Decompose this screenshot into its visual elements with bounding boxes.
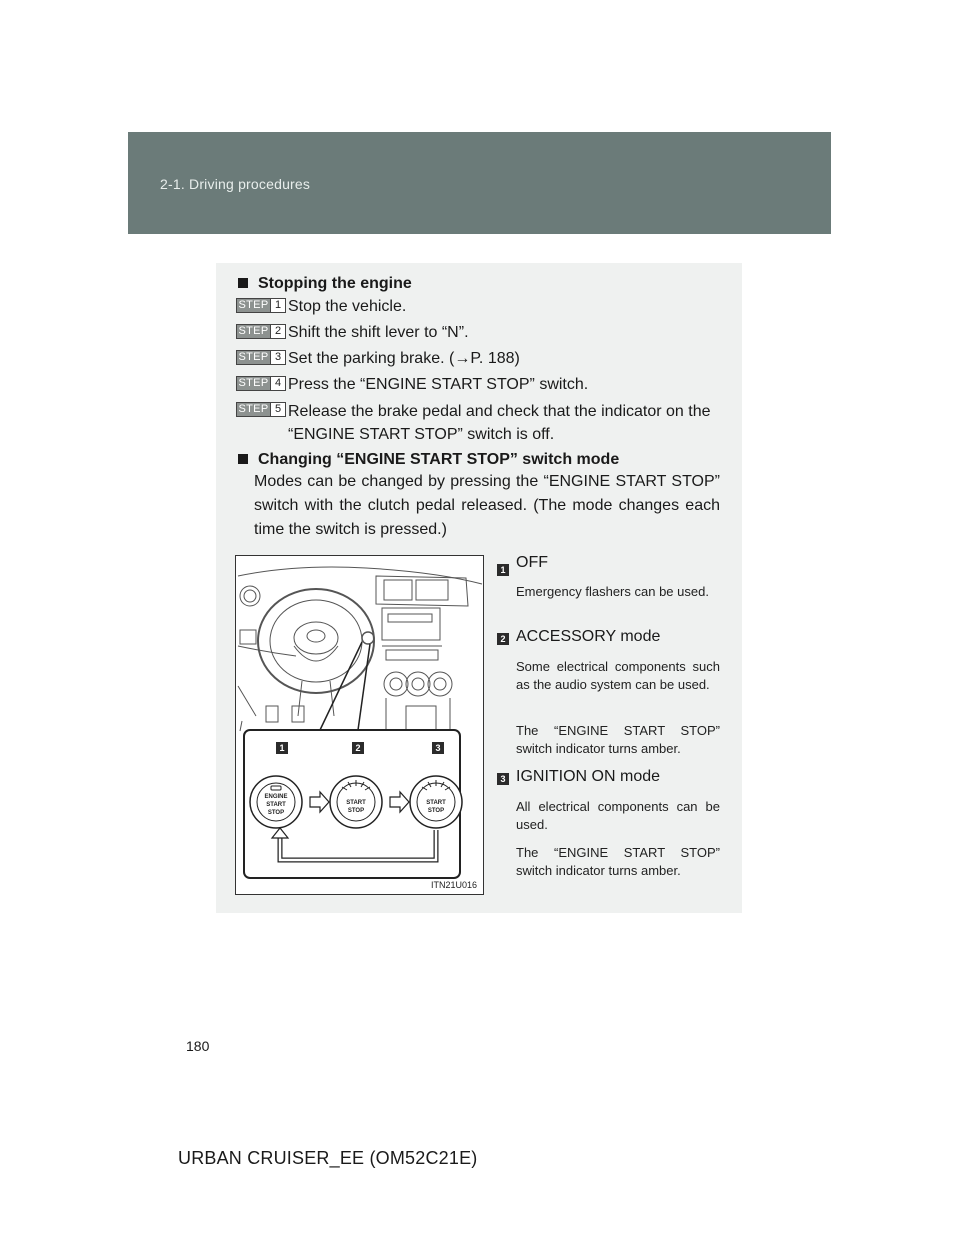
callout-1: 1: [279, 743, 285, 753]
button-1-line-1: ENGINE: [264, 794, 288, 800]
callout-3: 3: [435, 743, 441, 753]
step-badge-4: STEP 4: [236, 376, 286, 391]
section-title: 2-1. Driving procedures: [160, 176, 311, 192]
button-3-line-2: STOP: [427, 808, 445, 814]
mode-1-desc: Emergency flashers can be used.: [516, 584, 709, 599]
mode-2-badge: 2: [497, 633, 509, 645]
step-2-text: Shift the shift lever to “N”.: [288, 324, 469, 341]
stopping-heading: Stopping the engine: [258, 275, 412, 292]
dashboard-drawing: [236, 556, 483, 894]
button-1-line-2: START: [266, 802, 286, 808]
mode-3-badge: 3: [497, 773, 509, 785]
page-number: 180: [186, 1038, 210, 1054]
step-3-text: Set the parking brake. (→P. 188): [288, 350, 520, 367]
button-2-line-1: START: [346, 800, 366, 806]
button-1-line-3: STOP: [267, 810, 285, 816]
mode-3-desc-2: The “ENGINE START STOP” switch indicator turns amber.: [516, 845, 720, 878]
changing-heading: Changing “ENGINE START STOP” switch mode: [258, 451, 620, 468]
callout-2: 2: [355, 743, 361, 753]
button-2-line-2: STOP: [347, 808, 365, 814]
mode-3-title: IGNITION ON mode: [516, 768, 661, 785]
changing-body: Modes can be changed by pressing the “ENGINE START STOP” switch with the clutch pedal released. (The mode changes each time the switch is pressed.): [254, 473, 720, 538]
changing-heading-row: [238, 451, 619, 469]
mode-1-badge: 1: [497, 564, 509, 576]
mode-1-title: OFF: [516, 554, 548, 571]
button-3-line-1: START: [426, 800, 446, 806]
dashboard-illustration: [235, 555, 484, 895]
step-badge-3: STEP 3: [236, 350, 286, 365]
figure-code: ITN21U016: [430, 880, 477, 890]
mode-2-title: ACCESSORY mode: [516, 628, 661, 645]
step-badge-5: STEP 5: [236, 402, 286, 417]
step-5-text: Release the brake pedal and check that the indicator on the “ENGINE START STOP” switch is off.: [288, 403, 711, 443]
step-badge-2: STEP 2: [236, 324, 286, 339]
mode-3-desc-1: All electrical components can be used.: [516, 799, 720, 832]
step-1-text: Stop the vehicle.: [288, 298, 407, 315]
mode-2-desc-2: The “ENGINE START STOP” switch indicator turns amber.: [516, 723, 720, 756]
step-4-text: Press the “ENGINE START STOP” switch.: [288, 376, 589, 393]
stopping-heading-row: [238, 275, 412, 293]
manual-footer: URBAN CRUISER_EE (OM52C21E): [178, 1148, 478, 1168]
bullet-square-icon: [238, 278, 248, 288]
step-badge-1: STEP 1: [236, 298, 286, 313]
mode-2-desc-1: Some electrical components such as the audio system can be used.: [516, 659, 720, 692]
bullet-square-icon: [238, 454, 248, 464]
